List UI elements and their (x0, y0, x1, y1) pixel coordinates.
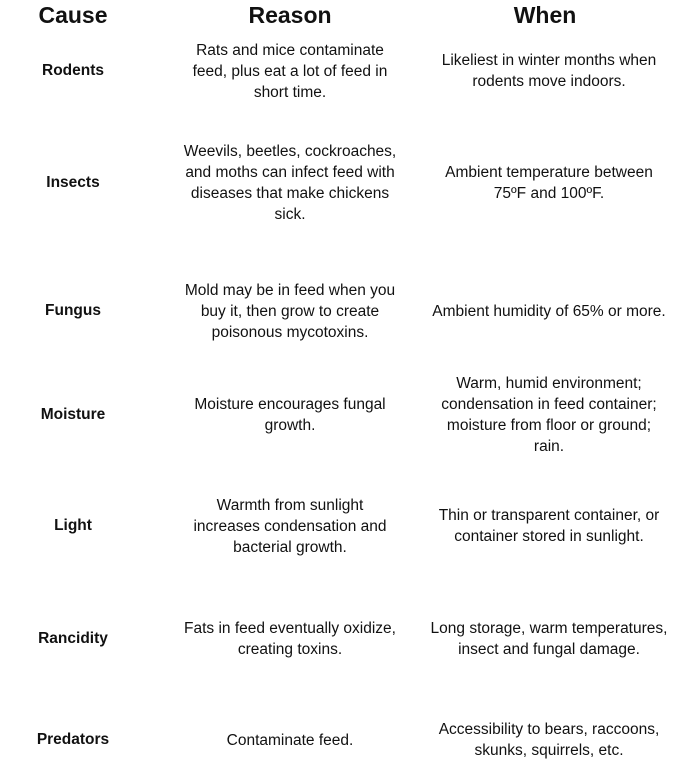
when-cell (430, 44, 668, 98)
header-cause: Cause (38, 2, 108, 28)
when-text: Ambient temperature between 75ºF and 100ºF. (445, 164, 653, 202)
when-text: Ambient humidity of 65% or more. (432, 302, 666, 320)
reason-text: Contaminate feed. (226, 731, 354, 749)
reason-cell (182, 374, 398, 456)
table-row-insects (0, 135, 680, 231)
table-row-moisture (0, 374, 680, 456)
when-text: Likeliest in winter months when rodents move indoors. (441, 52, 657, 90)
reason-cell (182, 605, 398, 673)
when-cell (430, 706, 668, 774)
reason-cell (182, 492, 398, 560)
reason-cell (182, 270, 398, 352)
table-row-predators (0, 706, 680, 774)
when-cell (430, 492, 668, 560)
cause-cell (0, 492, 146, 560)
cause-label: Predators (36, 731, 110, 748)
reason-text: Weevils, beetles, cockroaches, and moths can infect feed with diseases that make chickens sick. (183, 143, 397, 223)
reason-text: Rats and mice contaminate feed, plus eat a lot of feed in short time. (192, 41, 388, 101)
reason-text: Warmth from sunlight increases condensation and bacterial growth. (193, 496, 387, 556)
when-text: Thin or transparent container, or container stored in sunlight. (438, 507, 660, 545)
cause-cell (0, 706, 146, 774)
table-row-rodents (0, 41, 680, 101)
cause-label: Rodents (42, 62, 104, 79)
when-text: Long storage, warm temperatures, insect and fungal damage. (430, 620, 668, 658)
when-text: Warm, humid environment; condensation in feed container; moisture from floor or ground; rain. (441, 375, 657, 455)
when-cell (430, 374, 668, 456)
cause-cell (0, 135, 146, 231)
header-reason: Reason (248, 2, 332, 28)
cause-label: Fungus (45, 302, 101, 319)
cause-cell (0, 44, 146, 98)
cause-cell (0, 605, 146, 673)
when-cell (430, 270, 668, 352)
header-when: When (513, 2, 577, 28)
reason-text: Moisture encourages fungal growth. (194, 396, 386, 434)
reason-text: Fats in feed eventually oxidize, creating toxins. (184, 620, 396, 658)
table-row-rancidity (0, 605, 680, 673)
cause-cell (0, 270, 146, 352)
reason-cell (182, 41, 398, 101)
table-row-fungus (0, 270, 680, 352)
when-cell (430, 605, 668, 673)
reason-cell (182, 135, 398, 231)
cause-label: Moisture (40, 406, 106, 423)
table-row-light (0, 492, 680, 560)
cause-label: Rancidity (38, 630, 108, 647)
cause-label: Light (54, 517, 92, 534)
when-text: Accessibility to bears, raccoons, skunks, squirrels, etc. (438, 721, 660, 759)
cause-label: Insects (46, 174, 100, 191)
reason-cell (182, 706, 398, 774)
cause-cell (0, 374, 146, 456)
reason-text: Mold may be in feed when you buy it, then grow to create poisonous mycotoxins. (184, 281, 396, 341)
when-cell (430, 135, 668, 231)
